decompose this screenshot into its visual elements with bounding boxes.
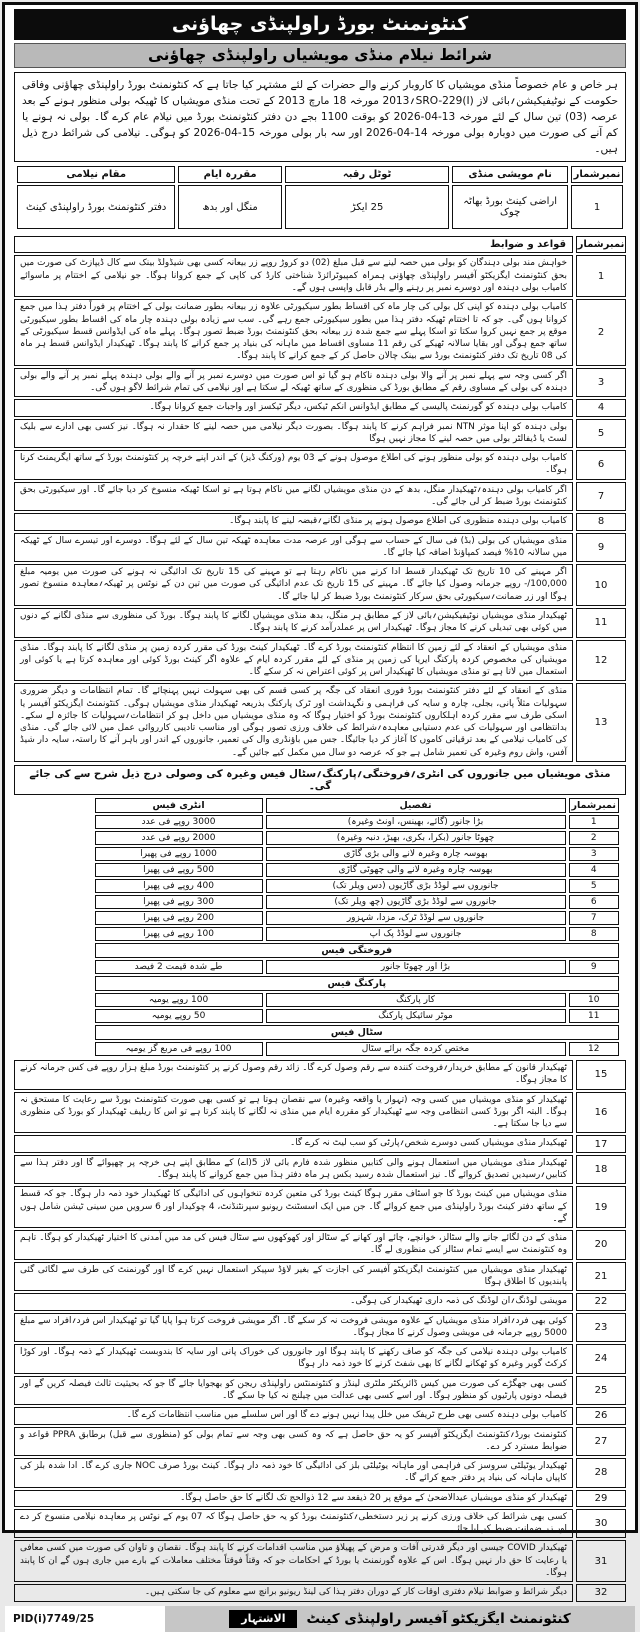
rule-row: [14, 1540, 626, 1582]
advertisement-page: [2, 2, 638, 1627]
fee-amount: 3000 روپے فی عدد: [95, 815, 263, 829]
rule-row: [14, 482, 626, 512]
officer-name: کنٹونمنٹ ایگزیکٹو آفیسر راولپنڈی کینٹ: [306, 1610, 571, 1627]
rule-row: [14, 399, 626, 416]
fee-amount: 100 روپے یومیہ: [95, 993, 263, 1007]
fee-serial: 7: [569, 911, 619, 925]
fee-serial: 2: [569, 831, 619, 845]
rules-title: قواعد و ضوابط: [14, 236, 573, 253]
fee-table: [92, 796, 622, 1058]
fee-detail: جانوروں سے لوڈڈ ٹرک، مزدا، شہزور: [266, 911, 566, 925]
rules-list-part1: [14, 255, 626, 762]
rule-number: 26: [576, 1407, 626, 1424]
fee-row: [95, 993, 619, 1007]
rule-row: [14, 1060, 626, 1090]
rule-text: کسی بھی جھگڑے کی صورت میں کیس ڈائریکٹر ملٹری لینڈز و کنٹونمنٹس راولپنڈی ریجن کو بھجوایا جائے گا جو کہ بحیثیت ثالث فیصلہ کریں گے اور فیصلہ دونوں پارٹیوں کو منظور ہوگا۔ اور اسے کسی بھی عدالت میں چیلنج نہ کیا جا سکے گا۔: [14, 1376, 573, 1406]
rule-text: کوئی بھی فرد؍افراد منڈی مویشیاں کے علاوہ مویشی فروخت نہ کر سکے گا۔ اگر مویشی فروخت کرتا ہوا پایا گیا تو ٹھیکیدار اس فرد؍افراد سے مبلغ 5000 روپے جرمانہ فی مویشی وصول کرنے کا مجاز ہوگا۔: [14, 1313, 573, 1343]
advertiser-label: الاشتہار: [229, 1610, 297, 1628]
fee-table-header: [95, 798, 619, 813]
rule-row: [14, 1584, 626, 1601]
page-title: کنٹونمنٹ بورڈ راولپنڈی چھاؤنی: [14, 9, 626, 40]
rule-text: اگر کامیاب بولی دہندہ؍ٹھیکیدار منگل، بدھ کے دن منڈی مویشیاں لگانے میں ناکام ہوتا ہے تو اسکا ٹھیکہ منسوخ کر دیا جائے گا۔ اور سیکیورٹی بحق کنٹونمنٹ بورڈ ضبط کر لی جائے گی۔: [14, 482, 573, 512]
rule-text: اگر کسی وجہ سے پہلے نمبر پر آنے والا بولی دہندہ ناکام ہو گیا تو اس صورت میں دوسرے نمبر پر آنے والے بولی دہندہ پہلے نمبر پر آنے والے بولی دہندہ کی بولی کے مساوی رقم کے مطابق بورڈ کی منظوری کے ساتھ ٹھیکہ لے سکتا ہے اور نیلامی کی تمام شرائط لاگو ہوں گی۔: [14, 368, 573, 398]
rule-number: 18: [576, 1155, 626, 1185]
rule-row: [14, 1407, 626, 1424]
rules-section-header: [14, 236, 626, 253]
fee-amount: 200 روپے فی پھیرا: [95, 911, 263, 925]
rule-row: [14, 1490, 626, 1507]
rule-row: [14, 1186, 626, 1228]
rule-number: 8: [576, 513, 626, 530]
fee-header-row: [95, 798, 619, 813]
rule-row: [14, 513, 626, 530]
rule-number: 7: [576, 482, 626, 512]
rule-row: [14, 1313, 626, 1343]
fee-amount: 400 روپے فی پھیرا: [95, 879, 263, 893]
rule-text: منڈی کے دن لگائے جانے والے سٹالز، خوانچے، چائے اور کھانے کے سٹالز اور کھوکھوں سے سٹال فیس کی مد میں آمدنی کا اختیار ٹھیکیدار کو ہوگا۔ تاہم وہ کنٹونمنٹ سے ایسے تمام سٹالز کی منظوری لے گا۔: [14, 1230, 573, 1260]
rule-row: [14, 1155, 626, 1185]
rules-list-part2: [14, 1060, 626, 1602]
rule-number: 4: [576, 399, 626, 416]
rule-number: 32: [576, 1584, 626, 1601]
market-col-header: مقررہ ایام: [178, 166, 282, 183]
fee-row: [95, 1009, 619, 1023]
fee-detail: جانوروں سے لوڈڈ پک اپ: [266, 927, 566, 941]
fee-amount: 100 روپے فی پھیرا: [95, 927, 263, 941]
rule-text: کامیاب بولی دہندہ کو بولی منظور ہونے کی اطلاع موصول ہونے کے 03 یوم (ورکنگ ڈیز) کے اندر اپنے خرچہ پر کنٹونمنٹ بورڈ کے ساتھ ایگریمنٹ کرنا ہوگا۔: [14, 450, 573, 480]
rule-number: 10: [576, 564, 626, 606]
pid-number: PID(i)7749/25: [5, 1606, 165, 1632]
rule-row: [14, 1427, 626, 1457]
rule-row: [14, 1262, 626, 1292]
fee-amount: 50 روپے یومیہ: [95, 1009, 263, 1023]
rule-row: [14, 1344, 626, 1374]
rule-text: ٹھیکیدار منڈی مویشیاں نوٹیفیکیشن؍بائی لاز کے مطابق ہر منگل، بدھ منڈی مویشیاں لگانے کا پابند ہوگا۔ بورڈ کی منظوری سے منڈی لگانے کے دنوں میں کوئی بھی تبدیلی کرنے کا مجاز ہوگا۔ ٹھیکیدار اس پر عملدرآمد کرنے کا پابند ہوگا۔: [14, 608, 573, 638]
market-col-header: نمبرشمار: [571, 166, 623, 183]
fee-detail: موٹر سائیکل پارکنگ: [266, 1009, 566, 1023]
rule-row: [14, 1509, 626, 1539]
fee-serial: 11: [569, 1009, 619, 1023]
fee-detail: چھوٹا جانور (بکرا، بکری، بھیڑ، دنبہ وغیرہ): [266, 831, 566, 845]
fee-row: [95, 831, 619, 845]
fee-section-title: فروختگی فیس: [95, 943, 619, 958]
rule-number: 28: [576, 1458, 626, 1488]
rule-number: 11: [576, 608, 626, 638]
fee-serial: 12: [569, 1042, 619, 1056]
fee-serial: 10: [569, 993, 619, 1007]
fee-row: [95, 863, 619, 877]
fee-section-row: [95, 1025, 619, 1040]
market-table-body: [17, 185, 623, 229]
rule-text: بولی دہندہ کو اپنا موثر NTN نمبر فراہم کرنے کا پابند ہوگا۔ بصورت دیگر نیلامی میں حصہ لینے کا حقدار نہ ہوگا۔ نیز کسی بھی ادارے سے بلیک لسٹ یا ڈیفالٹر بولی میں حصہ لینے کا مجاز نہیں ہوگا: [14, 419, 573, 449]
rule-row: [14, 450, 626, 480]
rule-number: 5: [576, 419, 626, 449]
rule-text: ٹھیکیدار قانون کے مطابق خریدار؍فروخت کنندہ سے رقم وصول کرے گا۔ زائد رقم وصول کرنے پر کنٹونمنٹ بورڈ مبلغ ہزار روپے فی کس جرمانہ کرنے کا مجاز ہوگا۔: [14, 1060, 573, 1090]
page-subtitle: شرائط نیلام منڈی مویشیاں راولپنڈی چھاؤنی: [14, 43, 626, 68]
rule-text: کنٹونمنٹ بورڈ؍کنٹونمنٹ ایگزیکٹو آفیسر کو یہ حق حاصل ہے کہ وہ کسی بھی وجہ سے تمام بولی کو (منظوری سے قبل) برطابق PPRA قواعد و ضوابط مسترد کر دے۔: [14, 1427, 573, 1457]
rule-text: خواہش مند بولی دہندگان کو بولی میں حصہ لینے سے قبل مبلغ (02) دو کروڑ روپے زر بیعانہ کسی بھی شیڈولڈ بینک سے کال ڈیپازٹ کی صورت میں بحق کنٹونمنٹ ایگزیکٹو آفیسر راولپنڈی چھاؤنی ہمراہ کمپیوٹرائزڈ شناختی کارڈ کی کاپی کے جمع کروانا ہوگا۔ جو نیلامی کے اختتام پر ماسوائے کامیاب بولی دہندہ اور دوسرے نمبر پر رہنے والے بڈر قابل واپسی ہوں گے۔: [14, 255, 573, 297]
rule-row: [14, 368, 626, 398]
market-col-header: نام مویشی منڈی: [452, 166, 568, 183]
fee-serial: 1: [569, 815, 619, 829]
intro-paragraph: ہر خاص و عام خصوصاً منڈی مویشیاں کا کاروبار کرنے والے حضرات کے لئے مشتہر کیا جاتا ہے کہ کنٹونمنٹ بورڈ راولپنڈی چھاؤنی وفاقی حکومت کے نوٹیفیکیشن؍بائی لاز SRO-229(I)؍2013 مورخہ 18 مارچ 2013 کے تحت منڈی مویشیاں کا ٹھیکہ بولی منظور ہونے کے بعد عرصہ (03) تین سال کے لئے مورخہ 13-04-2026 کو بوقت 1100 بجے دن دفتر کنٹونمنٹ بورڈ میں نیلام عام کرے گا۔ بولی نہ ہونے یا کم آنے کی صورت میں دوبارہ بولی مورخہ 14-04-2026 اور سہ بار بولی مورخہ 15-04-2026 کو ہوگی۔ نیلامی کی شرائط درج ذیل ہیں۔: [14, 72, 626, 162]
fee-amount: 500 روپے فی پھیرا: [95, 863, 263, 877]
fee-serial: 5: [569, 879, 619, 893]
fee-row: [95, 1042, 619, 1056]
fee-section-row: [95, 976, 619, 991]
rule-number: 23: [576, 1313, 626, 1343]
rule-row: [14, 1135, 626, 1152]
rule-text: منڈی کے انعقاد کے لئے دفتر کنٹونمنٹ بورڈ فوری انعقاد کی جگہ پر کسی قسم کی بھی سہولت نہیں پہنچائے گا۔ تمام انتظامات و دیگر ضروری سہولیات مثلاً پانی، بجلی، چارہ و سایہ کی فراہمی و نگہداشت اور ٹرک پارکنگ بذریعہ ٹھیکیدار منڈی مویشیاں ہوگی۔ کنٹونمنٹ ایگزیکٹو آفیسر یا اسکی طرف سے مقرر کردہ اہلکاروں کنٹونمنٹ بورڈ کو اختیار ہوگا کہ وہ منڈی مویشیاں میں داخل ہو کر انتظامات؍سہولیات کا جائزہ لے سکے۔ بدانتظامی اور سہولیات کی عدم دستیابی معاہدہ؍شرائط کی خلاف ورزی تصور ہوگی اور مناسب تادیبی کارروائی عمل میں لائی جائے گی۔ منڈی کی کامیاب نیلامی کے بعد ترقیاتی کاموں کا آغاز کر دیا جائیگا۔ جس میں باؤنڈری وال کی تعمیر، جانوروں کے اندر اور باہر آنے کا راستہ، سایہ دار شیڈ آفس، واش روم وغیرہ کی تعمیر شامل ہے جو کہ عرصہ دو سال میں مکمل کیے جائیں گے۔: [14, 683, 573, 762]
fee-row: [95, 960, 619, 974]
rule-number: 20: [576, 1230, 626, 1260]
rule-number: 27: [576, 1427, 626, 1457]
rule-text: ٹھیکیدار کو منڈی مویشیاں عیدالاضحیٰ کے موقع پر 20 ذیقعد سے 12 ذوالحج تک لگانے کا حق حاصل ہوگا۔: [14, 1490, 573, 1507]
fee-section-title: سٹال فیس: [95, 1025, 619, 1040]
rule-row: [14, 1230, 626, 1260]
footer-bar: [5, 1606, 635, 1632]
market-col-header: ٹوٹل رقبہ: [285, 166, 449, 183]
rule-number: 24: [576, 1344, 626, 1374]
rule-number: 19: [576, 1186, 626, 1228]
fee-amount: 300 روپے فی پھیرا: [95, 895, 263, 909]
rule-number: 17: [576, 1135, 626, 1152]
rule-number: 2: [576, 299, 626, 365]
fee-detail: بھوسہ چارہ وغیرہ لانے والی چھوٹی گاڑی: [266, 863, 566, 877]
fee-row: [95, 847, 619, 861]
rule-text: کامیاب بولی دہندہ نیلامی کی جگہ کو صاف رکھنے کا پابند ہوگا اور جانوروں کی خوراک پانی اور سایہ کا بندوبست ٹھیکیدار کے ذمہ ہوگا۔ اور کوڑا کرکٹ گوبر وغیرہ کو ٹھکانے لگانے کا بھی شفٹ کرنے کا خود ذمہ دار ہوگا: [14, 1344, 573, 1374]
fee-row: [95, 911, 619, 925]
rule-row: [14, 1376, 626, 1406]
rule-text: ٹھیکیدار منڈی مویشیاں کسی دوسرے شخص؍پارٹی کو سب لیٹ نہ کرے گا۔: [14, 1135, 573, 1152]
rule-row: [14, 1458, 626, 1488]
rule-text: دیگر شرائط و ضوابط نیلام دفتری اوقات کار کے دوران دفتر ہذا کی لینڈ ریونیو برانچ سے معلوم کی جا سکتی ہیں۔: [14, 1584, 573, 1601]
market-col-header: مقام نیلامی: [17, 166, 175, 183]
rule-number: 13: [576, 683, 626, 762]
fee-serial: 9: [569, 960, 619, 974]
fee-serial: 6: [569, 895, 619, 909]
fee-schedule-intro: منڈی مویشیاں میں جانوروں کی انٹری؍فروختگی؍پارکنگ؍سٹال فیس وغیرہ کی وصولی درج ذیل شرح سے کی جائے گی۔: [14, 765, 626, 795]
rule-number: 9: [576, 533, 626, 563]
fee-serial: 3: [569, 847, 619, 861]
rule-number: 1: [576, 255, 626, 297]
fee-amount: 1000 روپے فی پھیرا: [95, 847, 263, 861]
rule-number: 22: [576, 1293, 626, 1310]
fee-row: [95, 927, 619, 941]
rule-number: 15: [576, 1060, 626, 1090]
rule-number: 30: [576, 1509, 626, 1539]
market-row: [17, 185, 623, 229]
rule-text: کسی بھی شرائط کی خلاف ورزی کرنے پر زیر دستخطی؍کنٹونمنٹ بورڈ کو یہ حق حاصل ہوگا کہ 07 یوم کے نوٹس پر معاہدہ نیلامی منسوخ کر دے اور زر ضمانت ضبط کر لیا جائے۔: [14, 1509, 573, 1539]
rule-text: کامیاب بولی دہندہ کو اپنی کل بولی کی چار ماہ کی اقساط بطور سیکیورٹی علاوہ زر بیعانہ بطور ضمانت بولی کے اختتام پر فوراً دفتر ہذا میں جمع کروانا ہوں گی۔ جو کہ تا اختتام ٹھیکہ دفتر ہذا میں بطور سیکیورٹی جمع رہے گی۔ سب سے زیادہ بولی دہندہ چار ماہ کی اقساط بطور سیکیورٹی موقع پر جمع نہیں کروا سکتا تو اسکا پہلے سے جمع شدہ زر بیعانہ بحق کنٹونمنٹ بورڈ ضبط تصور ہوگا۔ پہلے ماہ کی ایڈوانس قسط سیکیورٹی کے ساتھ جمع ہوگی اور بقایا سالانہ ٹھیکے کی رقم 11 مساوی اقساط میں ماہانہ کی بنیاد پر جمع کرانے کا پابند ہوگا۔ ٹھیکیدار ایڈوانس قسط ہر ماہ کی 08 تاریخ تک دفتر کنٹونمنٹ بورڈ سے بینک چالان حاصل کر کے جمع کرانے کا پابند ہوگا۔: [14, 299, 573, 365]
fee-serial: 8: [569, 927, 619, 941]
rule-row: [14, 640, 626, 682]
market-cell: اراضی کینٹ بورڈ بھاٹہ چوک: [452, 185, 568, 229]
rule-row: [14, 299, 626, 365]
market-cell: 25 ایکڑ: [285, 185, 449, 229]
rule-number: 31: [576, 1540, 626, 1582]
fee-section-row: [95, 943, 619, 958]
rule-text: اگر مہینے کی 10 تاریخ تک ٹھیکیدار قسط ادا کرنے میں ناکام رہتا ہے تو مہینے کی 15 تاریخ تک ادائیگی نہ ہونے کی صورت میں یومیہ مبلغ 100,000/- روپے جرمانہ وصول کیا جائے گا۔ مہینے کی 15 تاریخ تک عدم ادائیگی کی صورت میں تین دن کے نوٹس پر ٹھیکہ؍معاہدہ منسوخ تصور ہوگا اور زر ضمانت؍سیکیورٹی بحق سرکار کنٹونمنٹ بورڈ ضبط کر لیا جائے گا۔: [14, 564, 573, 606]
fee-serial-header: نمبرشمار: [569, 798, 619, 813]
rule-row: [14, 608, 626, 638]
market-table: [14, 164, 626, 231]
fee-row: [95, 895, 619, 909]
rule-text: منڈی مویشیاں کی بولی (بڈ) فی سال کے حساب سے ہوگی اور عرصہ مدت معاہدہ ٹھیکہ تین سال کے لئے ہوگا۔ دوسرے اور تیسرے سال کے ٹھیکہ میں سالانہ 10% فیصد کمپاؤنڈ اضافہ کیا جائے گا۔: [14, 533, 573, 563]
rule-row: [14, 683, 626, 762]
fee-serial: 4: [569, 863, 619, 877]
rule-text: ٹھیکیدار یوٹیلٹی سروسز کی فراہمی اور ماہانہ یوٹیلٹی بلز کی ادائیگی کا خود ذمہ دار ہوگا۔ کینٹ بورڈ صرف NOC جاری کرے گا۔ ادا شدہ بلز کی کاپیاں ماہانہ کی بنیاد پر دفتر جمع کرائے گا۔: [14, 1458, 573, 1488]
rule-text: کامیاب بولی دہندہ کسی بھی طرح ٹریفک میں خلل پیدا نہیں ہونے دے گا اور اس سلسلے میں مناسب انتظامات کرے گا۔: [14, 1407, 573, 1424]
market-header-row: [17, 166, 623, 183]
market-cell: 1: [571, 185, 623, 229]
footer-signature: [165, 1606, 635, 1632]
rule-text: مویشی لوڈنگ؍ان لوڈنگ کی ذمہ داری ٹھیکیدار کی ہوگی۔: [14, 1293, 573, 1310]
rules-serial-header: نمبرشمار: [576, 236, 626, 253]
fee-table-body: [95, 815, 619, 1056]
rule-text: کامیاب بولی دہندہ کو گورنمنٹ پالیسی کے مطابق ایڈوانس انکم ٹیکس، دیگر ٹیکسز اور واجبات جمع کروانا ہوگا۔: [14, 399, 573, 416]
fee-detail: بھوسہ چارہ وغیرہ لانے والی بڑی گاڑی: [266, 847, 566, 861]
rule-text: ٹھیکیدار منڈی مویشیاں میں کنٹونمنٹ ایگزیکٹو آفیسر کی اجازت کے بغیر لاؤڈ سپیکر استعمال نہیں کرے گا اور گورنمنٹ کی طرف سے لگائی گئی پابندیوں کا اطلاق ہوگا: [14, 1262, 573, 1292]
rule-row: [14, 564, 626, 606]
rule-number: 25: [576, 1376, 626, 1406]
fee-detail: بڑا اور چھوٹا جانور: [266, 960, 566, 974]
fee-detail: جانوروں سے لوڈڈ بڑی گاڑیوں (چھ ویلر تک): [266, 895, 566, 909]
rule-row: [14, 1092, 626, 1134]
fee-detail: بڑا جانور (گائے، بھینس، اونٹ وغیرہ): [266, 815, 566, 829]
fee-row: [95, 879, 619, 893]
rule-text: ٹھیکیدار کو منڈی مویشیاں میں کسی وجہ (تہوار یا واقعہ وغیرہ) سے نقصان ہوتا ہے تو کسی بھی صورت کنٹونمنٹ بورڈ سے رعایت کا مستحق نہ ہوگا۔ البتہ اگر بورڈ کسی انتظامی وجہ سے ٹھیکیدار کو مقررہ ایام میں منڈی نہ لگانے کا پابند کرتا ہے تو اس کا ریلیف ٹھیکیدار کو بورڈ کی منظوری سے دیا جا سکتا ہے۔: [14, 1092, 573, 1134]
rule-row: [14, 419, 626, 449]
fee-detail: کار پارکنگ: [266, 993, 566, 1007]
rule-number: 3: [576, 368, 626, 398]
fee-amount: 2000 روپے فی عدد: [95, 831, 263, 845]
fee-amount: 100 روپے فی مربع گز یومیہ: [95, 1042, 263, 1056]
rule-text: منڈی مویشیاں کے انعقاد کے لئے زمین کا انتظام کنٹونمنٹ بورڈ کرے گا۔ ٹھیکیدار کینٹ بورڈ کی مقرر کردہ زمین پر منڈی لگانے کا پابند ہوگا۔ منڈی مویشیاں کی مخصوص کردہ پارکنگ ایریا کی زمین پر منڈی کے لئے مقرر کردہ ایام کے علاوہ اگر کینٹ بورڈ کوئی اور معاہدہ کرتا ہے یا کوئی اور استعمال میں لاتا ہے تو منڈی مویشیاں کا ٹھیکیدار اس پر کوئی اعتراض نہ کر سکے گا۔: [14, 640, 573, 682]
rule-text: ٹھیکیدار COVID جیسی اور دیگر قدرتی آفات و مرض کے پھیلاؤ میں مناسب اقدامات کرنے کا پابند ہوگا۔ نقصان و تاوان کی صورت میں کسی معافی یا رعایت کا حق دار نہیں ہوگا۔ اس کے علاوہ گورنمنٹ یا بورڈ کے احکامات جو کہ وقتاً فوقتاً مختلف معاملات کے بارے میں جاری ہوں گے ان کا پابند ہوگا۔: [14, 1540, 573, 1582]
fee-amount: طے شدہ قیمت 2 فیصد: [95, 960, 263, 974]
rule-row: [14, 1293, 626, 1310]
rule-row: [14, 533, 626, 563]
fee-row: [95, 815, 619, 829]
fee-amount-header: انٹری فیس: [95, 798, 263, 813]
rule-text: ٹھیکیدار منڈی مویشیاں میں استعمال ہونے والی کتابیں منظور شدہ فارم بائی لاز 5(اے) کے مطابق اپنے ہی خرچہ پر چھپوائے گا اور دفتر ہذا سے کتابیں؍رسیدیں تصدیق کروائے گا۔ نیز استعمال شدہ رسید بکس ہر ماہ دفتر ہذا میں جمع کروانے کا پابند ہوگا۔: [14, 1155, 573, 1185]
rule-text: منڈی مویشیاں میں کینٹ بورڈ کا جو اسٹاف مقرر ہوگا کینٹ بورڈ کی متعین کردہ تنخواہوں کی ادائیگی کا ٹھیکیدار خود ذمہ دار ہوگا۔ جو کہ قسط کے ساتھ دفتر کینٹ بورڈ راولپنڈی میں جمع کروائے گا۔ جن میں ایک اسسٹنٹ ریونیو سپرنٹنڈنٹ، 4 چوکیدار اور 6 سرویں مین سینی ٹیشن شامل ہوں گے۔: [14, 1186, 573, 1228]
market-cell: دفتر کنٹونمنٹ بورڈ راولپنڈی کینٹ: [17, 185, 175, 229]
rule-row: [14, 255, 626, 297]
market-table-header: [17, 166, 623, 183]
rule-number: 12: [576, 640, 626, 682]
rule-text: کامیاب بولی دہندہ منظوری کی اطلاع موصول ہونے پر منڈی لگانے؍قبضہ لینے کا پابند ہوگا۔: [14, 513, 573, 530]
fee-detail-header: تفصیل: [266, 798, 566, 813]
fee-section-title: پارکنگ فیس: [95, 976, 619, 991]
market-cell: منگل اور بدھ: [178, 185, 282, 229]
fee-detail: مختص کردہ جگہ برائے سٹال: [266, 1042, 566, 1056]
fee-detail: جانوروں سے لوڈڈ بڑی گاڑیوں (دس ویلر تک): [266, 879, 566, 893]
rule-number: 21: [576, 1262, 626, 1292]
rule-number: 16: [576, 1092, 626, 1134]
rule-number: 29: [576, 1490, 626, 1507]
rule-number: 6: [576, 450, 626, 480]
